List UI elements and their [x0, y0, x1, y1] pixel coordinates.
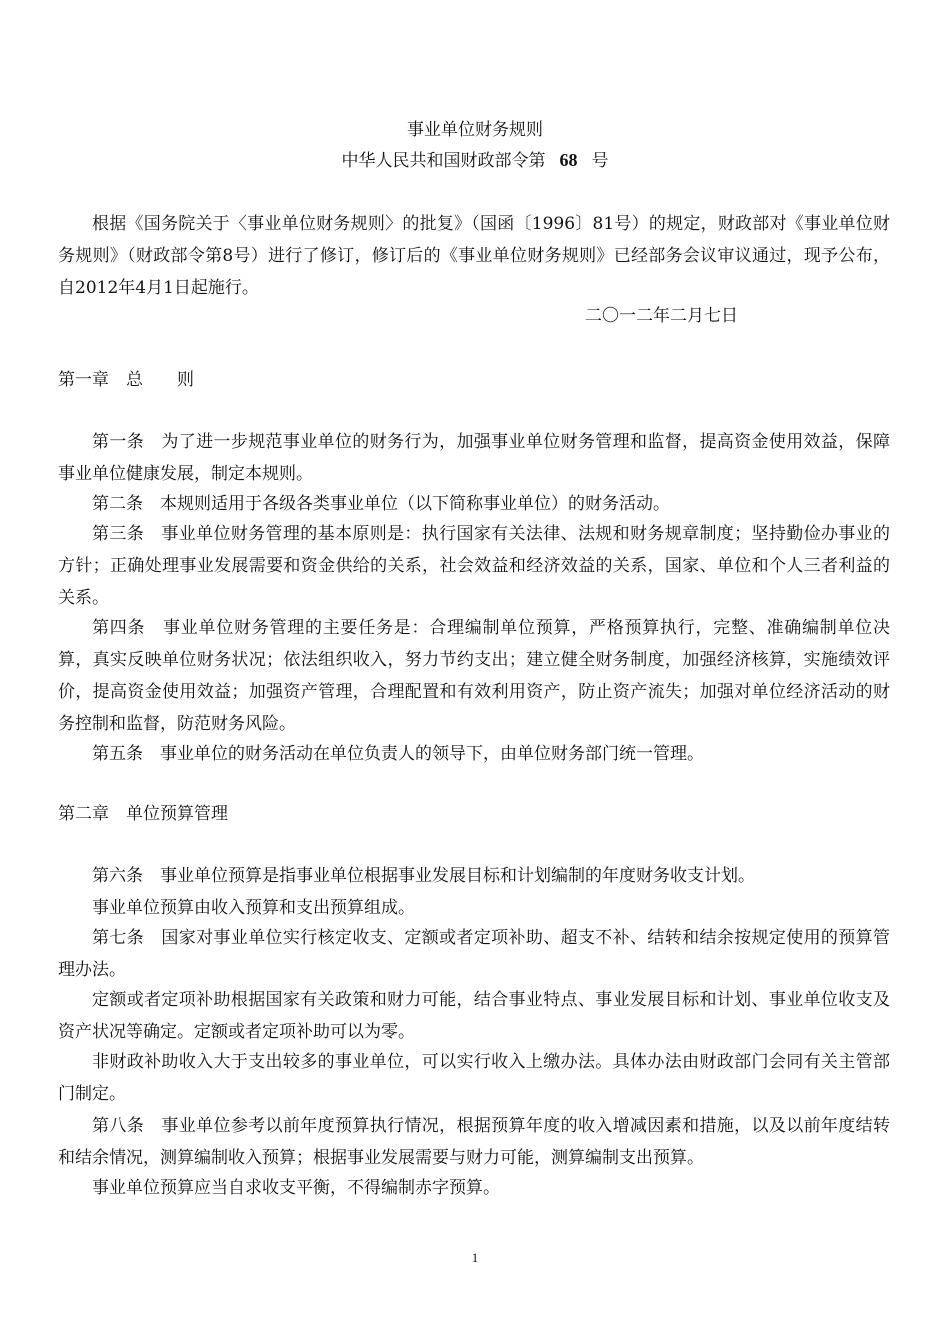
article-5: 第五条 事业单位的财务活动在单位负责人的领导下，由单位财务部门统一管理。: [92, 744, 704, 764]
document-title: 事业单位财务规则: [407, 120, 543, 140]
preamble-paragraph: 根据《国务院关于〈事业单位财务规则〉的批复》（国函〔1996〕81号）的规定，财政部对《事业单位财务规则》（财政部令第8号）进行了修订，修订后的《事业单位财务规则》已经部务会议审议通过，现予公布，自2012年4月1日起施行。: [58, 214, 890, 298]
article-8: 第八条 事业单位参考以前年度预算执行情况，根据预算年度的收入增减因素和措施，以及以前年度结转和结余情况，测算编制收入预算；根据事业发展需要与财力可能，测算编制支出预算。: [58, 1116, 890, 1168]
article-2: 第二条 本规则适用于各级各类事业单位（以下简称事业单位）的财务活动。: [92, 494, 670, 514]
issue-date: 二〇一二年二月七日: [585, 306, 738, 326]
article-7-clause-2: 定额或者定项补助根据国家有关政策和财力可能，结合事业特点、事业发展目标和计划、事业单位收支及资产状况等确定。定额或者定项补助可以为零。: [58, 990, 890, 1042]
article-6: 第六条 事业单位预算是指事业单位根据事业发展目标和计划编制的年度财务收支计划。: [92, 866, 755, 886]
chapter-2-heading: 第二章 单位预算管理: [58, 804, 228, 824]
article-1: 第一条 为了进一步规范事业单位的财务行为，加强事业单位财务管理和监督，提高资金使用效益，保障事业单位健康发展，制定本规则。: [58, 432, 890, 484]
article-4: 第四条 事业单位财务管理的主要任务是：合理编制单位预算，严格预算执行，完整、准确编制单位决算，真实反映单位财务状况；依法组织收入，努力节约支出；建立健全财务制度，加强经济核算，实施绩效评价，提高资金使用效益；加强资产管理，合理配置和有效利用资产，防止资产流失；加强对单位经济活动的财务控制和监督，防范财务风险。: [58, 618, 890, 734]
article-8-clause: 事业单位预算应当自求收支平衡，不得编制赤字预算。: [92, 1178, 500, 1198]
article-7-clause-3: 非财政补助收入大于支出较多的事业单位，可以实行收入上缴办法。具体办法由财政部门会同有关主管部门制定。: [58, 1052, 890, 1104]
decree-suffix: 号: [591, 151, 609, 171]
article-3: 第三条 事业单位财务管理的基本原则是：执行国家有关法律、法规和财务规章制度；坚持勤俭办事业的方针；正确处理事业发展需要和资金供给的关系，社会效益和经济效益的关系，国家、单位和个人三者利益的关系。: [58, 524, 890, 608]
article-7: 第七条 国家对事业单位实行核定收支、定额或者定项补助、超支不补、结转和结余按规定使用的预算管理办法。: [58, 928, 890, 980]
article-6-clause: 事业单位预算由收入预算和支出预算组成。: [92, 898, 415, 918]
decree-prefix: 中华人民共和国财政部令第: [341, 151, 546, 171]
decree-number: 68: [559, 150, 578, 170]
page-number: 1: [471, 1250, 479, 1265]
decree-line: [0, 150, 950, 171]
chapter-1-heading: 第一章 总 则: [58, 370, 194, 390]
